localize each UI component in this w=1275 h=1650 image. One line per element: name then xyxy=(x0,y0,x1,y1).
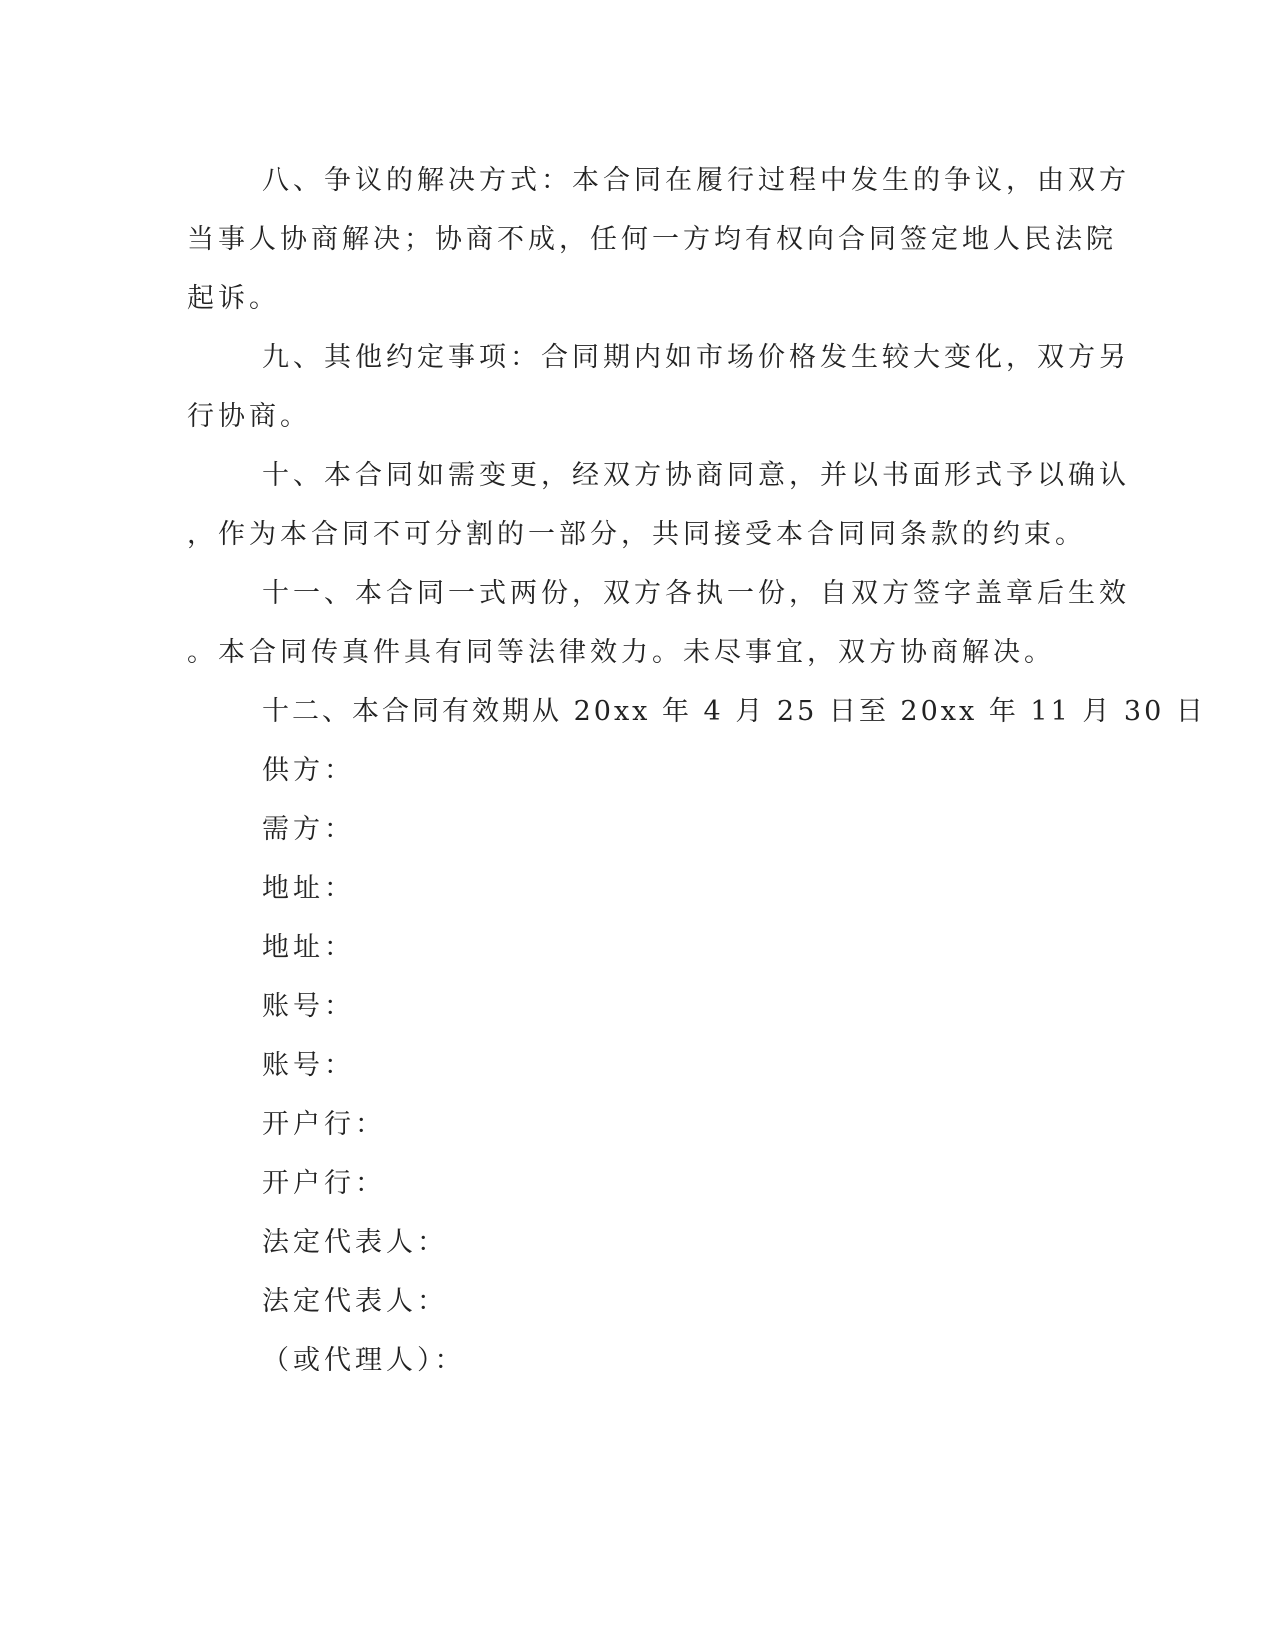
clause-12-line-1: 十二、本合同有效期从 20xx 年 4 月 25 日至 20xx 年 11 月 30 日 xyxy=(262,696,1206,727)
clause-8-line-1: 八、争议的解决方式：本合同在履行过程中发生的争议，由双方 xyxy=(262,165,1130,196)
clause-8-line-2: 当事人协商解决；协商不成，任何一方均有权向合同签定地人民法院 xyxy=(187,224,1117,255)
clause-9-line-1: 九、其他约定事项：合同期内如市场价格发生较大变化，双方另 xyxy=(262,342,1130,373)
buyer-bank-field: 开户行： xyxy=(262,1168,386,1199)
buyer-account-field: 账号： xyxy=(262,1050,355,1081)
supplier-account-field: 账号： xyxy=(262,991,355,1022)
clause-9-line-2: 行协商。 xyxy=(187,401,311,432)
buyer-address-field: 地址： xyxy=(262,932,355,963)
clause-10-line-2: ，作为本合同不可分割的一部分，共同接受本合同同条款的约束。 xyxy=(187,519,1086,550)
clause-8-line-3: 起诉。 xyxy=(187,283,280,314)
clause-11-line-1: 十一、本合同一式两份，双方各执一份，自双方签字盖章后生效 xyxy=(262,578,1130,609)
supplier-legal-rep-field: 法定代表人： xyxy=(262,1227,448,1258)
supplier-address-field: 地址： xyxy=(262,873,355,904)
agent-field: （或代理人）： xyxy=(262,1345,466,1376)
buyer-legal-rep-field: 法定代表人： xyxy=(262,1286,448,1317)
clause-11-line-2: 。本合同传真件具有同等法律效力。未尽事宜，双方协商解决。 xyxy=(187,637,1055,668)
clause-10-line-1: 十、本合同如需变更，经双方协商同意，并以书面形式予以确认 xyxy=(262,460,1130,491)
supplier-field: 供方： xyxy=(262,755,355,786)
buyer-field: 需方： xyxy=(262,814,355,845)
supplier-bank-field: 开户行： xyxy=(262,1109,386,1140)
